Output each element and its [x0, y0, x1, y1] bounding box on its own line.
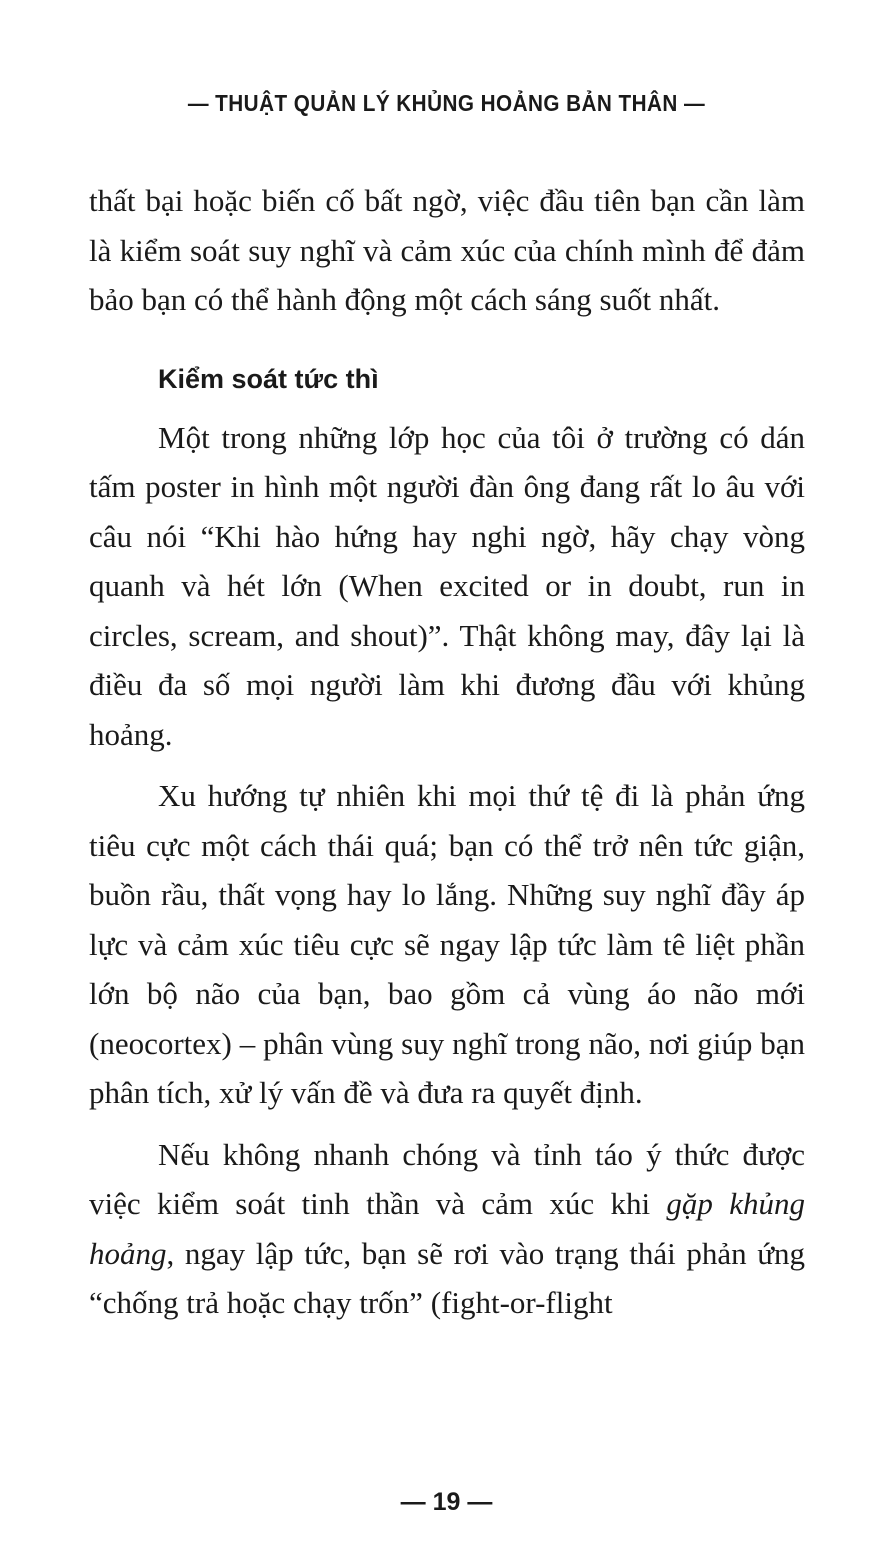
paragraph-intro: thất bại hoặc biến cố bất ngờ, việc đầu tiên bạn cần làm là kiểm soát suy nghĩ và cảm xúc của chính mình để đảm bảo bạn có thể hành động một cách sáng suốt nhất.	[89, 183, 805, 317]
page-body	[89, 176, 805, 1328]
paragraph-3-emphasis: gặp khủng hoảng	[89, 1186, 805, 1271]
paragraph-3	[89, 1130, 805, 1328]
page-number: — 19 —	[400, 1488, 493, 1516]
paragraph-2: Xu hướng tự nhiên khi mọi thứ tệ đi là phản ứng tiêu cực một cách thái quá; bạn có thể trở nên tức giận, buồn rầu, thất vọng hay lo lắng. Những suy nghĩ đầy áp lực và cảm xúc tiêu cực sẽ ngay lập tức làm tê liệt phần lớn bộ não của bạn, bao gồm cả vùng áo não mới (neocortex) – phân vùng suy nghĩ trong não, nơi giúp bạn phân tích, xử lý vấn đề và đưa ra quyết định.	[89, 778, 805, 1110]
running-header: — THUẬT QUẢN LÝ KHỦNG HOẢNG BẢN THÂN —	[187, 90, 706, 116]
paragraph-1: Một trong những lớp học của tôi ở trường có dán tấm poster in hình một người đàn ông đang rất lo âu với câu nói “Khi hào hứng hay nghi ngờ, hãy chạy vòng quanh và hét lớn (When excited or in doubt, run in circles, scream, and shout)”. Thật không may, đây lại là điều đa số mọi người làm khi đương đầu với khủng hoảng.	[89, 419, 805, 752]
paragraph-3-text-start: Nếu không nhanh chóng và tỉnh táo ý thức được việc kiểm soát tinh thần và cảm xúc khi	[89, 1136, 805, 1221]
paragraph-3-text-end: , ngay lập tức, bạn sẽ rơi vào trạng thái phản ứng “chống trả hoặc chạy trốn” (fight-or-flight	[89, 1235, 805, 1320]
section-heading: Kiểm soát tức thì	[158, 363, 379, 394]
